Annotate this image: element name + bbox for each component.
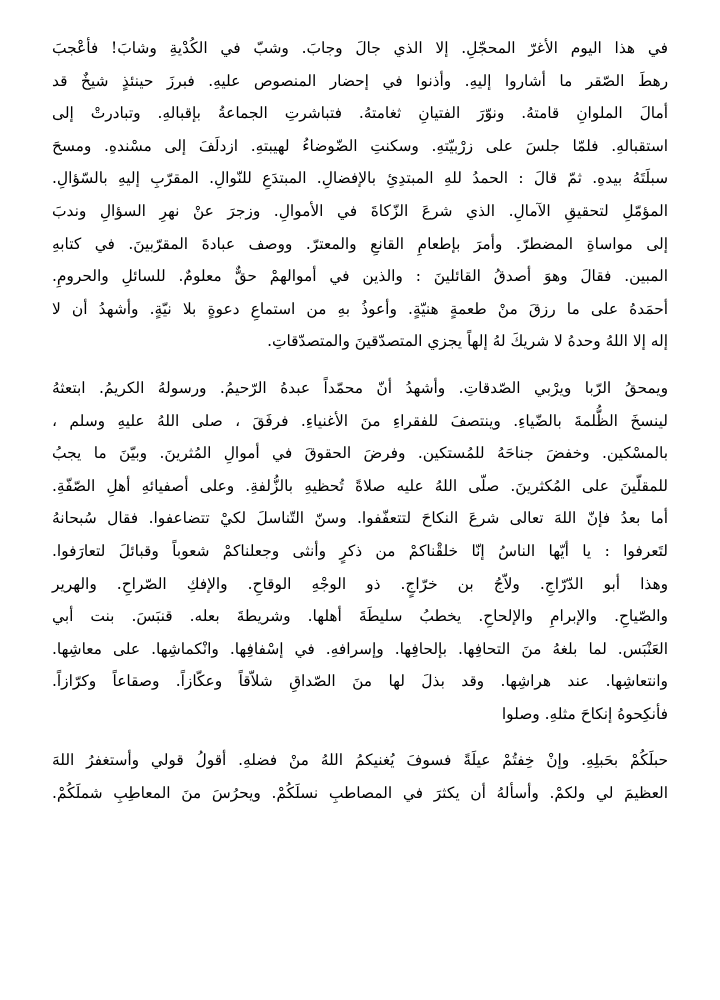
text-line: أما بعدُ فإنّ اللهَ تعالى شرعَ النكاحَ لتتعفّفوا. وسنّ التّناسلَ لكيْ تتضاعفوا. فقال سُبحانهُ [52,509,668,528]
paragraph-3 [52,744,668,809]
text-line: وانتعاشِها. عند هراشِها. وقد بذلَ لها منَ الصّداقِ شلاّقاً وعكّازاً. وصقاعاً وكرّازاً. [52,672,668,691]
text-line: فأنكِحوهُ إنكاحَ مثلهِ. وصلوا [501,704,668,723]
text-line: سبلَتَهُ بيدهِ. ثمّ قالَ : الحمدُ للهِ المبتدِئِ بالإفضالِ. المبتدَعِ للنّوالِ. المقرّبِ إليهِ بالسّؤالِ. [52,169,668,188]
text-line: لينسخَ الظُّلمةَ بالضّياءِ. وينتصفَ للفقراءِ منَ الأغنياءِ. فرفَقَ ، صلى اللهُ عليهِ وسلم ، [52,411,668,430]
text-line: ويمحقُ الرّبا ويرْبي الصّدقاتِ. وأشهدُ أنّ محمّداً عبدهُ الرّحيمُ. ورسولهُ الكريمُ. ابتعثهُ [52,378,668,397]
text-line: العظيمَ لي ولكمْ. وأسألهُ أن يكثرَ في المصاطبِ نسلَكُمْ. ويحرُسَ منَ المعاطِبِ شملَكُمْ. [52,784,668,803]
text-line: رهطَ الصّقر ما أشاروا إليهِ. وأذنوا في إحضار المنصوص عليهِ. فبرزَ حينئذٍ شيخٌ قد [52,71,668,90]
text-line: العَنْبَس. لما بلغهُ منَ التحافِها. بإلحافِها. وإسرافهِ. في إسْفافِها. وانْكماشِها. على معاشِها. [52,639,668,658]
text-line: وهذا أبو الدّرّاجِ. ولاّجُ بن خرّاجٍ. ذو الوجْهِ الوقاحِ. والإفكِ الصّراحِ. والهرير [52,574,668,593]
text-line: للمقلّينَ على المُكثرينَ. صلّى اللهُ عليه صلاةً تُحظيهِ بالزُّلفةِ. وعلى أصفيائهِ أهلِ الصّفّةِ. [52,476,668,495]
paragraph-gap [52,358,668,372]
paragraph-gap [52,730,668,744]
text-line: استقبالهِ. فلمّا جلسَ على زرْبيّتهِ. وسكنتِ الضّوضاءُ لهيبتهِ. ازدلَفَ إلى مسْندهِ. ومسحَ [52,136,668,155]
text-line: في هذا اليوم الأغرّ المحجّلِ. إلا الذي جالَ وجابَ. وشبّ في الكُدْيةِ وشابَ! فأعْجبَ [52,39,668,57]
text-line: إلى مواساةِ المضطرّ. وأمرَ بإطعامِ القانعِ والمعترّ. ووصف عبادةَ المقرّبينَ. في كتابهِ [52,234,668,253]
text-line: حبلَكُمْ بحَبلِهِ. وإنْ خِفتُمْ عيلَةً فسوفَ يُغنيكمُ اللهُ منْ فضلهِ. أقولُ قولي وأستغفرُ اللهَ [52,751,668,770]
paragraph-1 [52,32,668,358]
text-line: إله إلا اللهُ وحدهُ لا شريكَ لهُ إلهاً يجزي المتصدّقينَ والمتصدّقاتِ. [267,332,668,351]
text-line: أمالَ الملوانِ قامتهُ. ونوّرَ الفتيانِ ثغامتهُ. فتباشرتِ الجماعةُ بإقبالهِ. وتبادرتْ إلى [52,104,668,123]
text-line: بالمسْكين. وخفضَ جناحَهُ للمُستكين. وفرضَ الحقوقَ في أموالِ المُثرينَ. وبيّنَ ما يجبُ [52,444,668,463]
text-line: أحمَدهُ على ما رزقَ منْ طعمةٍ هنيّةٍ. وأعوذُ بهِ من استماعِ دعوةٍ بلا نيّةٍ. وأشهدُ أن لا [52,299,668,318]
text-line: المبين. فقالَ وهوَ أصدقُ القائلينَ : والذين في أموالهمْ حقٌّ معلومٌ. للسائلِ والحرومِ. [52,267,668,286]
text-line: والصّياحِ. والإبرامِ والإلحاحِ. يخطبُ سليطَةَ أهلها. وشريطةَ بعله. قنبَسَ. بنت أبي [52,607,668,626]
paragraph-2 [52,372,668,731]
text-line: المؤمّلِ لتحقيقِ الآمالِ. الذي شرعَ الزّكاةَ في الأموالِ. وزجرَ عنْ نهرِ السؤالِ وندبَ [52,201,668,220]
text-line: لتَعرفوا : يا أيّها الناسُ إنّا خلقْناكمْ من ذكرٍ وأنثى وجعلناكمْ شعوباً وقبائلَ لتعارَفوا. [52,541,668,560]
